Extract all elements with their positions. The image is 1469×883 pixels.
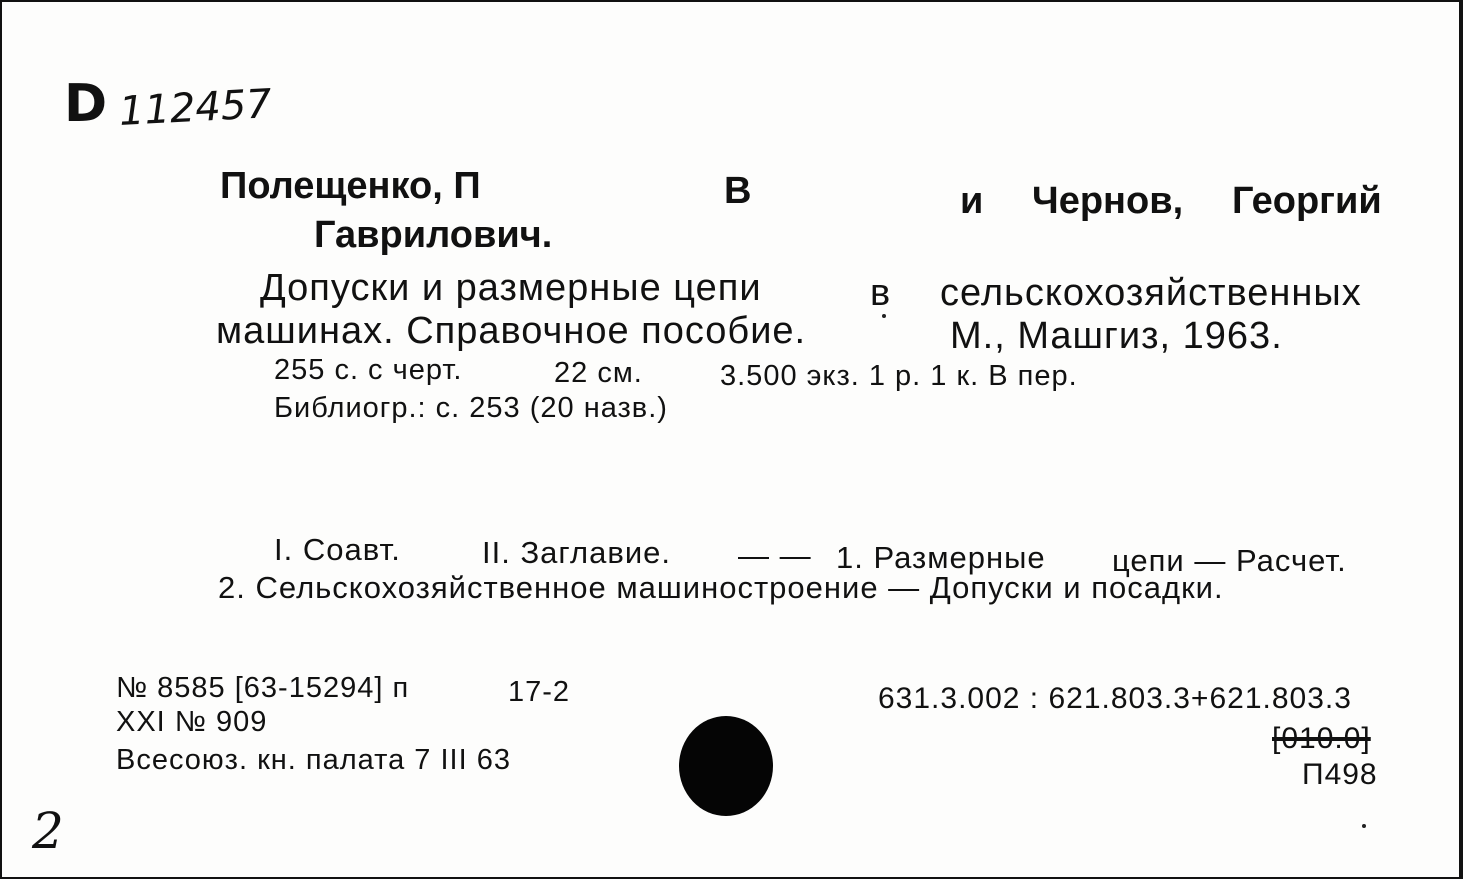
tracing-coauthor: I. Соавт.: [274, 532, 401, 567]
title-line-1a: Допуски и размерные цепи: [260, 267, 762, 309]
coauthor-surname: Чернов,: [1032, 180, 1184, 222]
struck-index: [1272, 722, 1371, 756]
catalog-prefix: D: [64, 74, 110, 134]
speck-mark: [1362, 824, 1366, 828]
imprint-size: 22 см.: [554, 357, 643, 389]
tracing-subject-1a: 1. Размерные: [836, 540, 1046, 575]
title-line-2a: машинах. Справочное пособие.: [216, 310, 807, 352]
imprint-pages: 255 с. с черт.: [274, 354, 463, 386]
handwritten-mark: 2: [32, 802, 64, 860]
catalog-number: [64, 74, 272, 134]
registration-number: № 8585 [63-15294] п: [116, 672, 410, 704]
series-number: XXI № 909: [116, 706, 268, 738]
struck-index-text: [010.0]: [1272, 722, 1371, 755]
author-conjunction: и: [960, 180, 984, 222]
punch-hole: [679, 716, 773, 816]
chamber-date: Всесоюз. кн. палата 7 III 63: [116, 744, 511, 776]
title-line-1b: в: [870, 272, 892, 314]
tracing-subject-1b: цепи — Расчет.: [1112, 543, 1347, 578]
title-line-1c: сельскохозяйственных: [940, 272, 1362, 314]
imprint-bibliography: Библиогр.: с. 253 (20 назв.): [274, 392, 668, 424]
speck-mark: [882, 314, 886, 318]
coauthor-patronymic: Гаврилович.: [314, 214, 553, 256]
author-code: П498: [1302, 758, 1378, 791]
publication-place-year: М., Машгиз, 1963.: [950, 315, 1283, 357]
tracing-title: II. Заглавие.: [482, 535, 672, 570]
tracing-subject-2: 2. Сельскохозяйственное машиностроение — Допуски и посадки.: [218, 570, 1224, 605]
tracing-dash: — —: [738, 538, 812, 573]
udc-index: 631.3.002 : 621.803.3+621.803.3: [878, 682, 1352, 715]
author-name-part: Полещенко, П: [220, 165, 481, 207]
author-initial: В: [724, 170, 752, 212]
coauthor-firstname: Георгий: [1232, 180, 1382, 222]
catalog-number-value: 112457: [118, 81, 273, 135]
imprint-copies-price: 3.500 экз. 1 р. 1 к. В пер.: [720, 360, 1078, 392]
registration-code: 17-2: [508, 676, 571, 708]
